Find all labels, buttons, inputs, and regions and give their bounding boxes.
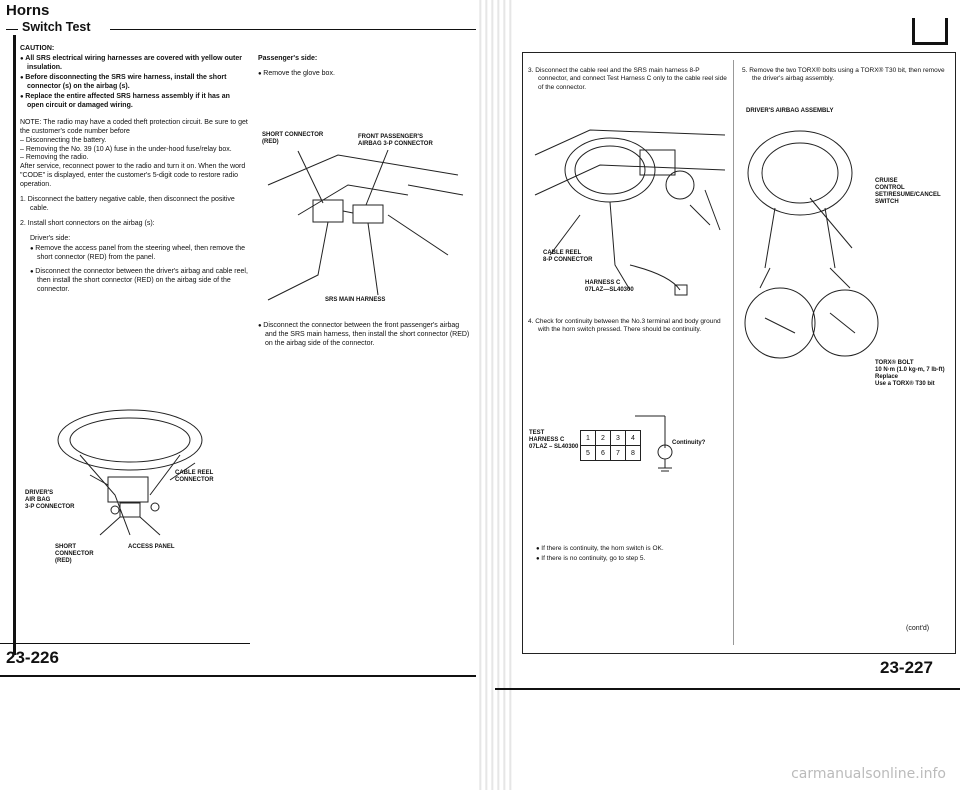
result-no: ● If there is no continuity, go to step 5. <box>536 555 732 564</box>
left-rule-upper <box>0 643 250 644</box>
fig2-label-front: FRONT PASSENGER'S AIRBAG 3-P CONNECTOR <box>358 134 433 147</box>
step-1: 1. Disconnect the battery negative cable, then disconnect the positive cable. <box>20 196 235 213</box>
note-dash: – Disconnecting the battery. <box>20 136 107 144</box>
caution-item: ● Replace the entire affected SRS harness assembly if it has an open circuit or damaged wiring. <box>20 93 248 111</box>
pin: 1 <box>581 431 596 446</box>
fig2-label-short: SHORT CONNECTOR (RED) <box>262 132 324 145</box>
fig1-label-cable-reel: CABLE REEL CONNECTOR <box>175 470 214 483</box>
caution-item: ● Before disconnecting the SRS wire harness, install the short connector (s) on the airbag (s). <box>20 74 248 92</box>
driver-heading: Driver's side: <box>30 235 71 243</box>
passenger-column <box>258 55 474 80</box>
fig1-label-access: ACCESS PANEL <box>128 544 175 550</box>
result-ok: ● If there is continuity, the horn switch is OK. <box>536 545 732 554</box>
passenger-bullet: ● Disconnect the connector between the front passenger's airbag and the SRS main harness, then install the short connector (RED) on the airbag side of the connector. <box>258 322 472 349</box>
driver-airbag-assembly-label: DRIVER'S AIRBAG ASSEMBLY <box>746 108 834 114</box>
cable-reel-figure <box>530 115 730 305</box>
step-4: 4. Check for continuity between the No.3 terminal and body ground with the horn switch pressed. There should be continuity. <box>528 318 721 334</box>
fig1-label-driver-bag: DRIVER'S AIR BAG 3-P CONNECTOR <box>25 490 75 510</box>
binding-gutter <box>476 0 514 790</box>
section-subtitle: Switch Test <box>22 20 91 34</box>
driver-bullet: ● Remove the access panel from the steering wheel, then remove the short connector (RED) from the panel. <box>30 245 248 263</box>
left-text-column <box>20 45 248 296</box>
step-5: 5. Remove the two TORX® bolts using a TORX® T30 bit, then remove the driver's airbag assembly. <box>742 67 945 83</box>
note-dash: – Removing the radio. <box>20 154 89 162</box>
fig3-label-harness: HARNESS C 07LAZ—SL40300 <box>585 280 634 293</box>
fig3-label-cable-reel: CABLE REEL 8-P CONNECTOR <box>543 250 593 263</box>
note-dash: – Removing the No. 39 (10 A) fuse in the under-hood fuse/relay box. <box>20 145 232 153</box>
driver-bullet: ● Disconnect the connector between the driver's airbag and cable reel, then install the short connector (RED) on the airbag side of the connector. <box>30 268 248 295</box>
pin: 7 <box>611 446 626 461</box>
driver-airbag-figure <box>20 385 250 565</box>
passenger-heading: Passenger's side: <box>258 55 318 62</box>
pin: 2 <box>596 431 611 446</box>
section-title: Horns <box>6 2 50 19</box>
page-number-left: 23-226 <box>6 648 59 667</box>
passenger-bullet: ● Remove the glove box. <box>258 70 474 79</box>
note-after: After service, reconnect power to the radio and turn it on. When the word "CODE" is displayed, enter the customer's 5-digit code to restore radio operation. <box>20 163 246 189</box>
torx-bolt-label: TORX® BOLT 10 N·m (1.0 kg-m, 7 lb-ft) Replace Use a TORX® T30 bit <box>875 360 945 387</box>
continued-note: (cont'd) <box>906 625 930 632</box>
note-intro: NOTE: The radio may have a coded theft protection circuit. Be sure to get the customer's code number before <box>20 118 248 135</box>
right-column-1 <box>528 67 728 92</box>
right-column-1-step4 <box>528 318 728 335</box>
fig2-label-srs: SRS MAIN HARNESS <box>325 297 386 303</box>
continuity-meter-figure <box>620 410 680 480</box>
airbag-removal-figure <box>740 118 880 408</box>
pin: 4 <box>626 431 641 446</box>
results-list <box>536 545 732 565</box>
passenger-airbag-figure <box>258 125 474 310</box>
left-footer-rule <box>0 675 480 677</box>
fig1-label-short: SHORT CONNECTOR (RED) <box>55 544 94 564</box>
page-number-right: 23-227 <box>880 658 933 677</box>
margin-bar <box>13 35 16 655</box>
step-3: 3. Disconnect the cable reel and the SRS main harness 8-P connector, and connect Test Harness C only to the cable reel side of the connector. <box>528 67 727 91</box>
header-rule <box>110 29 476 30</box>
cruise-switch-label: CRUISE CONTROL SET/RESUME/CANCEL SWITCH <box>875 178 941 205</box>
pin: 5 <box>581 446 596 461</box>
right-column-2 <box>742 67 952 84</box>
right-column-divider <box>733 60 734 645</box>
header-rule-tick <box>6 29 18 30</box>
pin: 8 <box>626 446 641 461</box>
section-tab-icon <box>912 18 948 45</box>
continuity-label: Continuity? <box>672 440 706 446</box>
test-harness-label: TEST HARNESS C 07LAZ – SL40300 <box>529 430 579 450</box>
right-footer-rule <box>495 688 960 690</box>
watermark-text: carmanualsonline.info <box>791 766 946 782</box>
caution-item: ● All SRS electrical wiring harnesses are covered with yellow outer insulation. <box>20 55 248 73</box>
step-2: 2. Install short connectors on the airbag (s): <box>20 220 155 228</box>
pin: 6 <box>596 446 611 461</box>
pin: 3 <box>611 431 626 446</box>
caution-heading: CAUTION: <box>20 45 55 52</box>
